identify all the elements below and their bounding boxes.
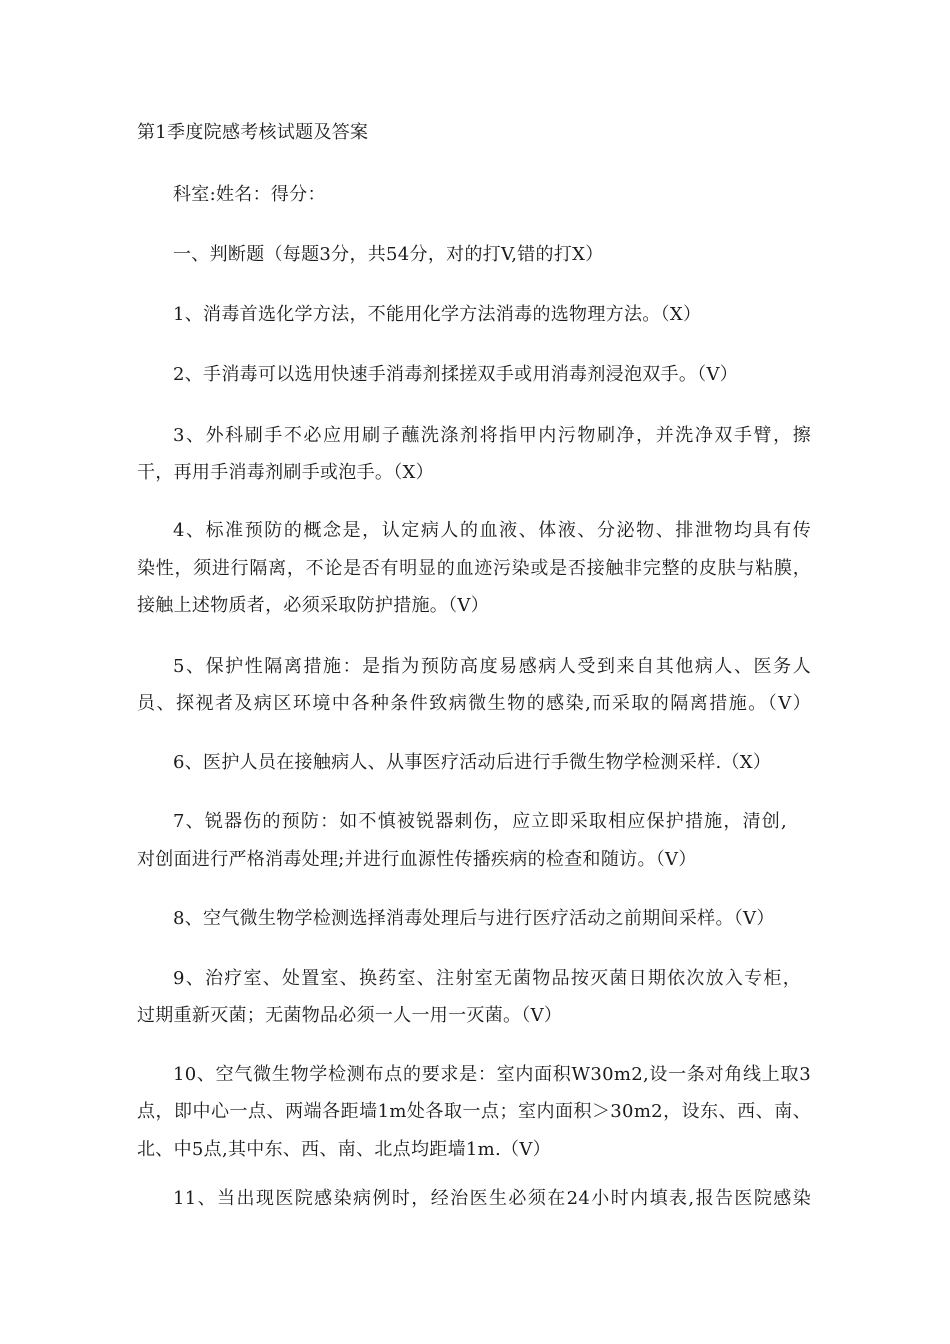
question-10-line-2: 点，即中心一点、两端各距墙1m处各取一点；室内面积＞30m2，设东、西、南、 [137,1101,811,1122]
question-2-line-1: 2、手消毒可以选用快速手消毒剂揉搓双手或用消毒剂浸泡双手。（V） [173,364,739,385]
question-10-line-3: 北、中5点,其中东、西、南、北点均距墙1m.（V） [137,1139,551,1160]
question-9-line-2: 过期重新灭菌；无菌物品必须一人一用一灭菌。（V） [137,1005,563,1026]
question-3-line-1: 3、外科刷手不必应用刷子蘸洗涤剂将指甲内污物刷净，并洗净双手臂，擦 [173,425,811,446]
document-title: 第1季度院感考核试题及答案 [137,122,369,143]
question-4-line-2: 染性，须进行隔离，不论是否有明显的血迹污染或是否接触非完整的皮肤与粘膜， [137,558,811,579]
question-4-line-3: 接触上述物质者，必须采取防护措施。（V） [137,595,489,616]
question-11-line-1: 11、当出现医院感染病例时，经治医生必须在24小时内填表,报告医院感染 [173,1188,811,1209]
section-heading: 一、判断题（每题3分，共54分，对的打V,错的打X） [173,244,604,265]
header-fields: 科室:姓名：得分： [173,184,326,205]
question-5-line-2: 员、探视者及病区环境中各种条件致病微生物的感染,而采取的隔离措施。（V） [137,693,811,714]
question-7-line-1: 7、锐器伤的预防：如不慎被锐器刺伤，应立即采取相应保护措施，清创, [173,811,787,832]
question-10-line-1: 10、空气微生物学检测布点的要求是：室内面积W30m2,设一条对角线上取3 [173,1064,811,1085]
question-7-line-2: 对创面进行严格消毒处理;并进行血源性传播疾病的检查和随访。（V） [137,849,697,870]
question-3-line-2: 干，再用手消毒剂刷手或泡手。（X） [137,462,434,483]
question-6-line-1: 6、医护人员在接触病人、从事医疗活动后进行手微生物学检测采样.（X） [173,752,772,773]
question-5-line-1: 5、保护性隔离措施：是指为预防高度易感病人受到来自其他病人、医务人 [173,656,811,677]
question-4-line-1: 4、标准预防的概念是，认定病人的血液、体液、分泌物、排泄物均具有传 [173,520,811,541]
question-8-line-1: 8、空气微生物学检测选择消毒处理后与进行医疗活动之前期间采样。（V） [173,908,775,929]
question-9-line-1: 9、治疗室、处置室、换药室、注射室无菌物品按灭菌日期依次放入专柜， [173,968,801,989]
question-1-line-1: 1、消毒首选化学方法，不能用化学方法消毒的选物理方法。（X） [173,304,702,325]
